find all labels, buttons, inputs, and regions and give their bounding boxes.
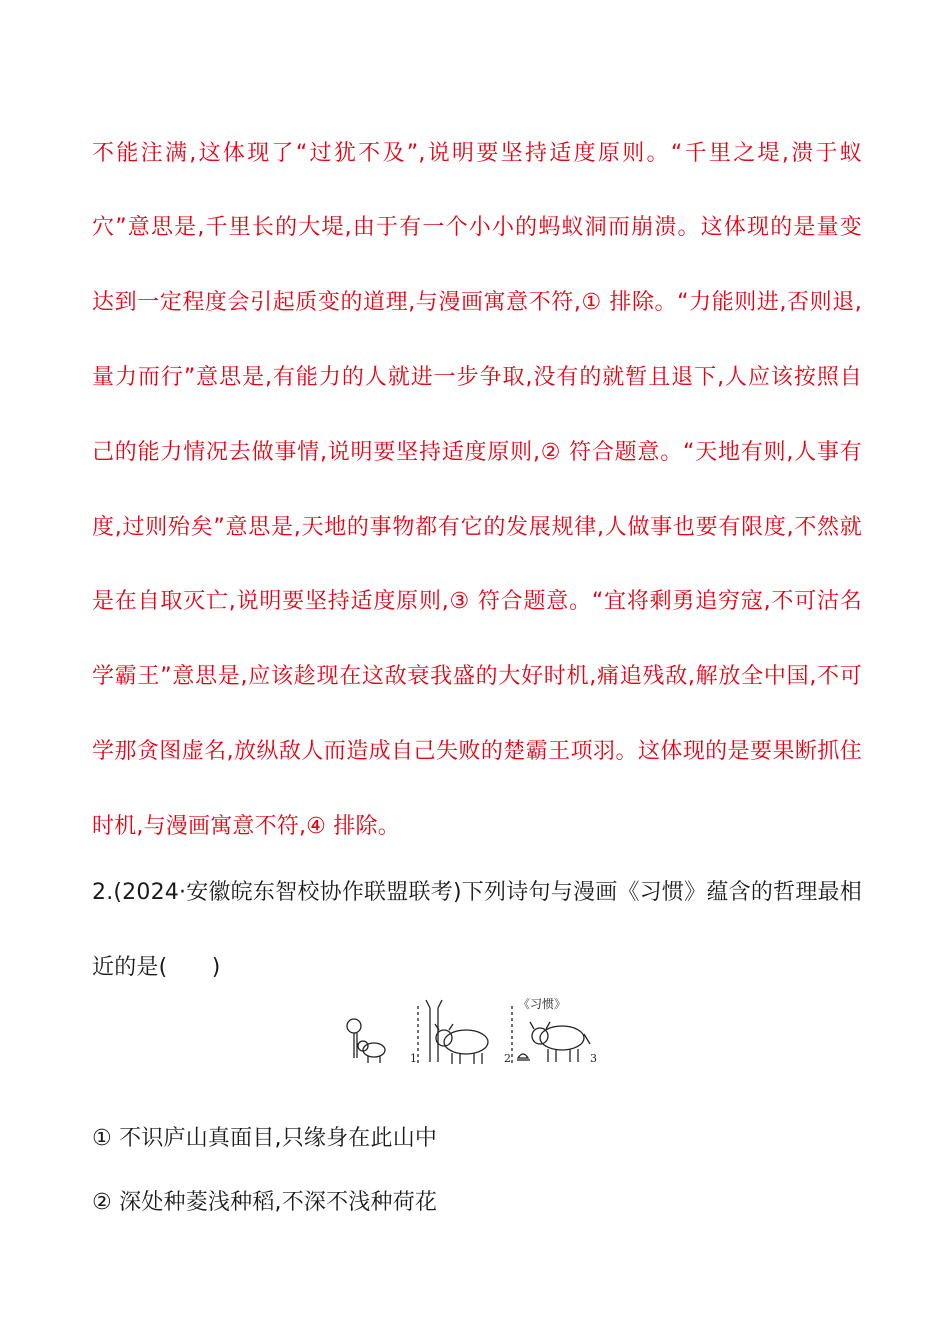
panel-number: 2 xyxy=(504,1052,511,1065)
explanation-line: 量力而行”意思是,有能力的人就进一步争取,没有的就暂且退下,人应该按照自 xyxy=(92,365,862,390)
question-stem-continued: 近的是( ) xyxy=(92,955,221,980)
explanation-line: 是在自取灭亡,说明要坚持适度原则,③ 符合题意。“宜将剩勇追穷寇,不可沽名 xyxy=(92,589,862,614)
cartoon-habit xyxy=(340,996,610,1072)
panel-2-tree-and-cow xyxy=(426,1000,488,1064)
explanation-line: 穴”意思是,千里长的大堤,由于有一个小小的蚂蚁洞而崩溃。这体现的是量变 xyxy=(92,215,862,240)
cartoon-title: 《习惯》 xyxy=(518,997,567,1011)
explanation-line: 己的能力情况去做事情,说明要坚持适度原则,② 符合题意。“天地有则,人事有 xyxy=(92,440,862,465)
panel-number: 3 xyxy=(590,1052,597,1065)
option-1: ① 不识庐山真面目,只缘身在此山中 xyxy=(92,1126,438,1151)
explanation-line: 学那贪图虚名,放纵敌人而造成自己失败的楚霸王项羽。这体现的是要果断抓住 xyxy=(92,739,862,764)
option-2: ② 深处种菱浅种稻,不深不浅种荷花 xyxy=(92,1190,438,1215)
question-stem: 2.(2024·安徽皖东智校协作联盟联考)下列诗句与漫画《习惯》蕴含的哲理最相 xyxy=(92,880,862,905)
explanation-line: 不能注满,这体现了“过犹不及”,说明要坚持适度原则。“千里之堤,溃于蚁 xyxy=(92,141,862,166)
explanation-line: 学霸王”意思是,应该趁现在这敌衰我盛的大好时机,痛追残敌,解放全中国,不可 xyxy=(92,664,862,689)
explanation-line: 时机,与漫画寓意不符,④ 排除。 xyxy=(92,814,400,839)
explanation-line: 达到一定程度会引起质变的道理,与漫画寓意不符,① 排除。“力能则进,否则退, xyxy=(92,290,862,315)
explanation-line: 度,过则殆矣”意思是,天地的事物都有它的发展规律,人做事也要有限度,不然就 xyxy=(92,515,862,540)
panel-number: 1 xyxy=(410,1052,417,1065)
cartoon-illustration xyxy=(340,996,610,1072)
panel-1-tree-and-calf xyxy=(347,1019,385,1063)
panel-3-stump-and-cow xyxy=(517,1022,590,1062)
